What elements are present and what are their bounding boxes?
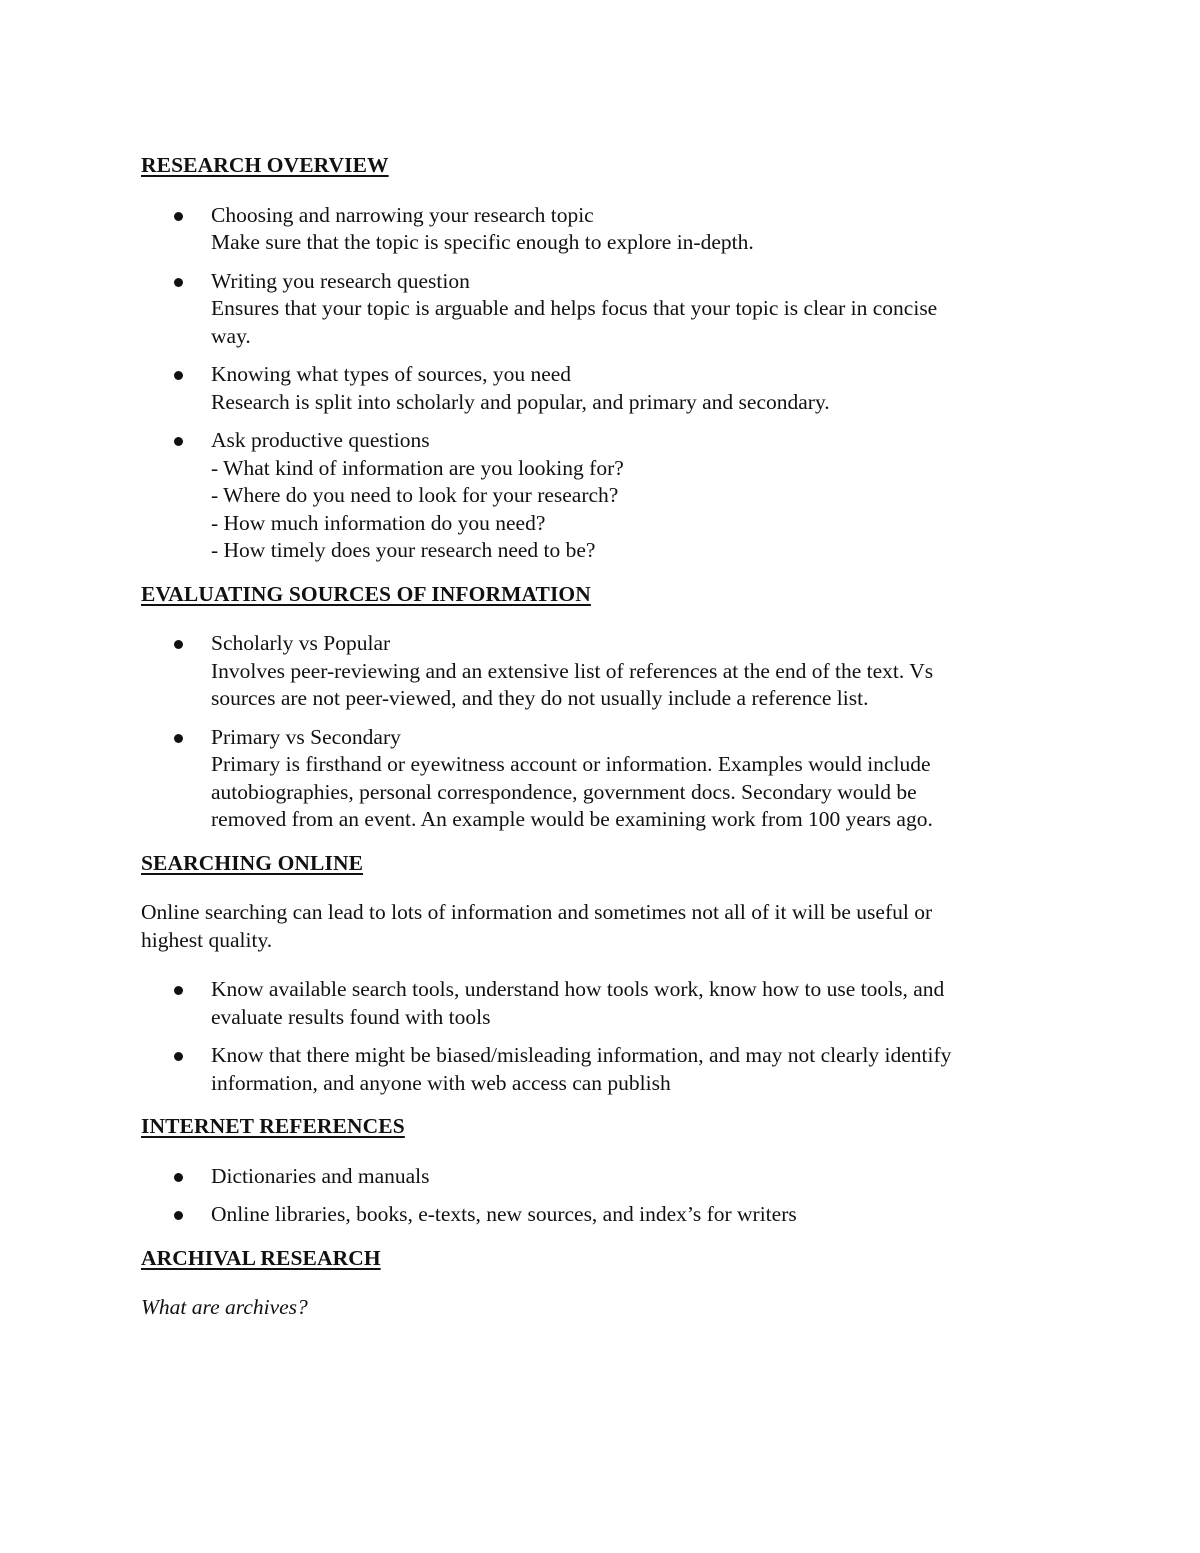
bullet-list	[141, 202, 1061, 565]
item-text: autobiographies, personal correspondence, government docs. Secondary would be	[211, 779, 917, 804]
item-title: Know that there might be biased/misleading information, and may not clearly identify	[211, 1043, 952, 1067]
item-text: way.	[211, 323, 251, 348]
item-title: Scholarly vs Popular	[211, 631, 391, 655]
list-item	[141, 427, 1061, 565]
item-text: evaluate results found with tools	[211, 1004, 491, 1029]
item-title: Know available search tools, understand how tools work, know how to use tools, and	[211, 977, 945, 1001]
item-title: Ask productive questions	[211, 428, 430, 452]
item-title: Online libraries, books, e-texts, new sources, and index’s for writers	[211, 1202, 797, 1226]
list-item	[141, 202, 1061, 257]
italic-question: What are archives?	[141, 1295, 308, 1319]
list-item	[141, 724, 1061, 834]
section-heading: INTERNET REFERENCES	[141, 1114, 405, 1138]
bullet-icon	[174, 212, 183, 221]
bullet-list	[141, 976, 1061, 1097]
item-text: Primary is firsthand or eyewitness account or information. Examples would include	[211, 752, 931, 776]
item-text: - How much information do you need?	[211, 510, 546, 535]
item-title: Primary vs Secondary	[211, 724, 401, 749]
item-title: Writing you research question	[211, 268, 470, 293]
document-page	[141, 152, 1061, 1322]
item-text: - What kind of information are you looking for?	[211, 455, 624, 480]
section-heading: SEARCHING ONLINE	[141, 850, 364, 875]
section-archival-research	[141, 1245, 1061, 1322]
bullet-icon	[174, 278, 183, 287]
bullet-icon	[174, 986, 183, 995]
item-title: Choosing and narrowing your research topic	[211, 202, 594, 227]
section-research-overview	[141, 152, 1061, 565]
item-text: information, and anyone with web access can publish	[211, 1070, 671, 1095]
list-item	[141, 630, 1061, 713]
list-item	[141, 361, 1061, 416]
list-item	[141, 1201, 1061, 1229]
bullet-icon	[174, 734, 183, 743]
list-item	[141, 976, 1061, 1031]
bullet-icon	[174, 1052, 183, 1061]
paragraph-line: Online searching can lead to lots of information and sometimes not all of it will be useful or	[141, 900, 933, 924]
list-item	[141, 1163, 1061, 1191]
section-searching-online	[141, 850, 1061, 1098]
item-text: Research is split into scholarly and popular, and primary and secondary.	[211, 389, 830, 414]
section-heading: RESEARCH OVERVIEW	[141, 153, 389, 177]
item-text: Ensures that your topic is arguable and helps focus that your topic is clear in concise	[211, 296, 938, 320]
intro-paragraph	[141, 899, 1061, 954]
item-title: Knowing what types of sources, you need	[211, 362, 572, 386]
item-text: Make sure that the topic is specific enough to explore in-depth.	[211, 230, 754, 254]
item-text: Involves peer-reviewing and an extensive list of references at the end of the text. Vs	[211, 658, 934, 683]
bullet-icon	[174, 437, 183, 446]
paragraph-line: highest quality.	[141, 927, 273, 952]
bullet-list	[141, 630, 1061, 834]
item-text: removed from an event. An example would be examining work from 100 years ago.	[211, 807, 933, 831]
bullet-icon	[174, 640, 183, 649]
section-heading: EVALUATING SOURCES OF INFORMATION	[141, 581, 591, 606]
item-title: Dictionaries and manuals	[211, 1163, 430, 1188]
item-text: - How timely does your research need to be?	[211, 538, 596, 562]
list-item	[141, 268, 1061, 351]
section-internet-references	[141, 1113, 1061, 1229]
bullet-icon	[174, 371, 183, 380]
item-text: - Where do you need to look for your research?	[211, 483, 619, 507]
section-heading: ARCHIVAL RESEARCH	[141, 1245, 381, 1270]
bullet-list	[141, 1163, 1061, 1229]
item-text: sources are not peer-viewed, and they do not usually include a reference list.	[211, 686, 869, 710]
bullet-icon	[174, 1211, 183, 1220]
section-evaluating-sources	[141, 581, 1061, 834]
bullet-icon	[174, 1173, 183, 1182]
list-item	[141, 1042, 1061, 1097]
